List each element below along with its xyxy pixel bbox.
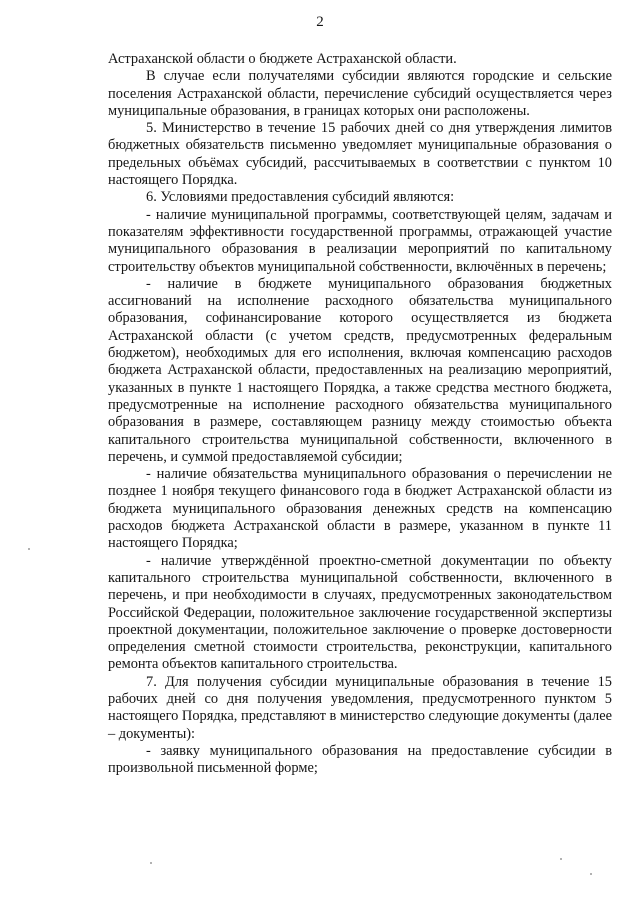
scan-speck — [150, 862, 152, 864]
list-item-municipal-program: - наличие муниципальной программы, соответствующей целям, задачам и показателям эффективности государственной программы, отражающей участие муниципального образования в реализации мероприятий по капитальному строительству объектов муниципальной собственности, включённых в перечень; — [108, 206, 612, 275]
list-item-application: - заявку муниципального образования на предоставление субсидии в произвольной письменной форме; — [108, 742, 612, 777]
page-number: 2 — [316, 14, 324, 30]
scan-speck — [590, 873, 592, 875]
paragraph-clause-7: 7. Для получения субсидии муниципальные образования в течение 15 рабочих дней со дня получения уведомления, предусмотренного пунктом 5 настоящего Порядка, представляют в министерство следующие документы (далее – документы): — [108, 673, 612, 742]
paragraph-continuation: Астраханской области о бюджете Астраханской области. — [108, 51, 457, 67]
scan-speck — [560, 858, 562, 860]
list-item-transfer-obligation: - наличие обязательства муниципального образования о перечислении не позднее 1 ноября текущего финансового года в бюджет Астраханской области из бюджета муниципального образования денежных средств на компенсацию расходов бюджета Астраханской области в размере, указанном в пункте 11 настоящего Порядка; — [108, 466, 612, 552]
list-item-budget-allocations: - наличие в бюджете муниципального образования бюджетных ассигнований на исполнение расходного обязательства муниципального образования, софинансирование которого осуществляется из бюджета Астраханской области (с учетом средств, предусмотренных федеральным бюджетом), необходимых для его исполнения, включая компенсацию расходов бюджета Астраханской области, предоставленных на реализацию мероприятий, указанных в пункте 1 настоящего Порядка, а также средства местного бюджета, предусмотренные на исполнение расходного обязательства муниципального образования в размере, составляющем разницу между стоимостью объекта капитального строительства муниципальной собственности, включенного в перечень, и суммой предоставляемой субсидии; — [108, 275, 612, 465]
scan-speck — [28, 548, 30, 550]
list-item-design-documentation: - наличие утверждённой проектно-сметной документации по объекту капитального строительства муниципальной собственности, включенного в перечень, и при необходимости в случаях, предусмотренных законодательством Российской Федерации, положительное заключение государственной экспертизы проектной документации, положительное заключение о проверке достоверности определения сметной стоимости строительства, реконструкции, капитального ремонта объектов капитального строительства. — [108, 552, 612, 673]
paragraph-clause-6: 6. Условиями предоставления субсидий являются: — [146, 189, 455, 206]
paragraph-clause-5: 5. Министерство в течение 15 рабочих дней со дня утверждения лимитов бюджетных обязательств письменно уведомляет муниципальные образования о предельных объёмах субсидий, рассчитываемых в соответствии с пунктом 10 настоящего Порядка. — [108, 120, 612, 189]
paragraph-subsidy-recipients: В случае если получателями субсидии являются городские и сельские поселения Астраханской области, перечисление субсидий осуществляется через муниципальные образования, в границах которых они расположены. — [108, 68, 612, 119]
document-body — [108, 51, 612, 777]
